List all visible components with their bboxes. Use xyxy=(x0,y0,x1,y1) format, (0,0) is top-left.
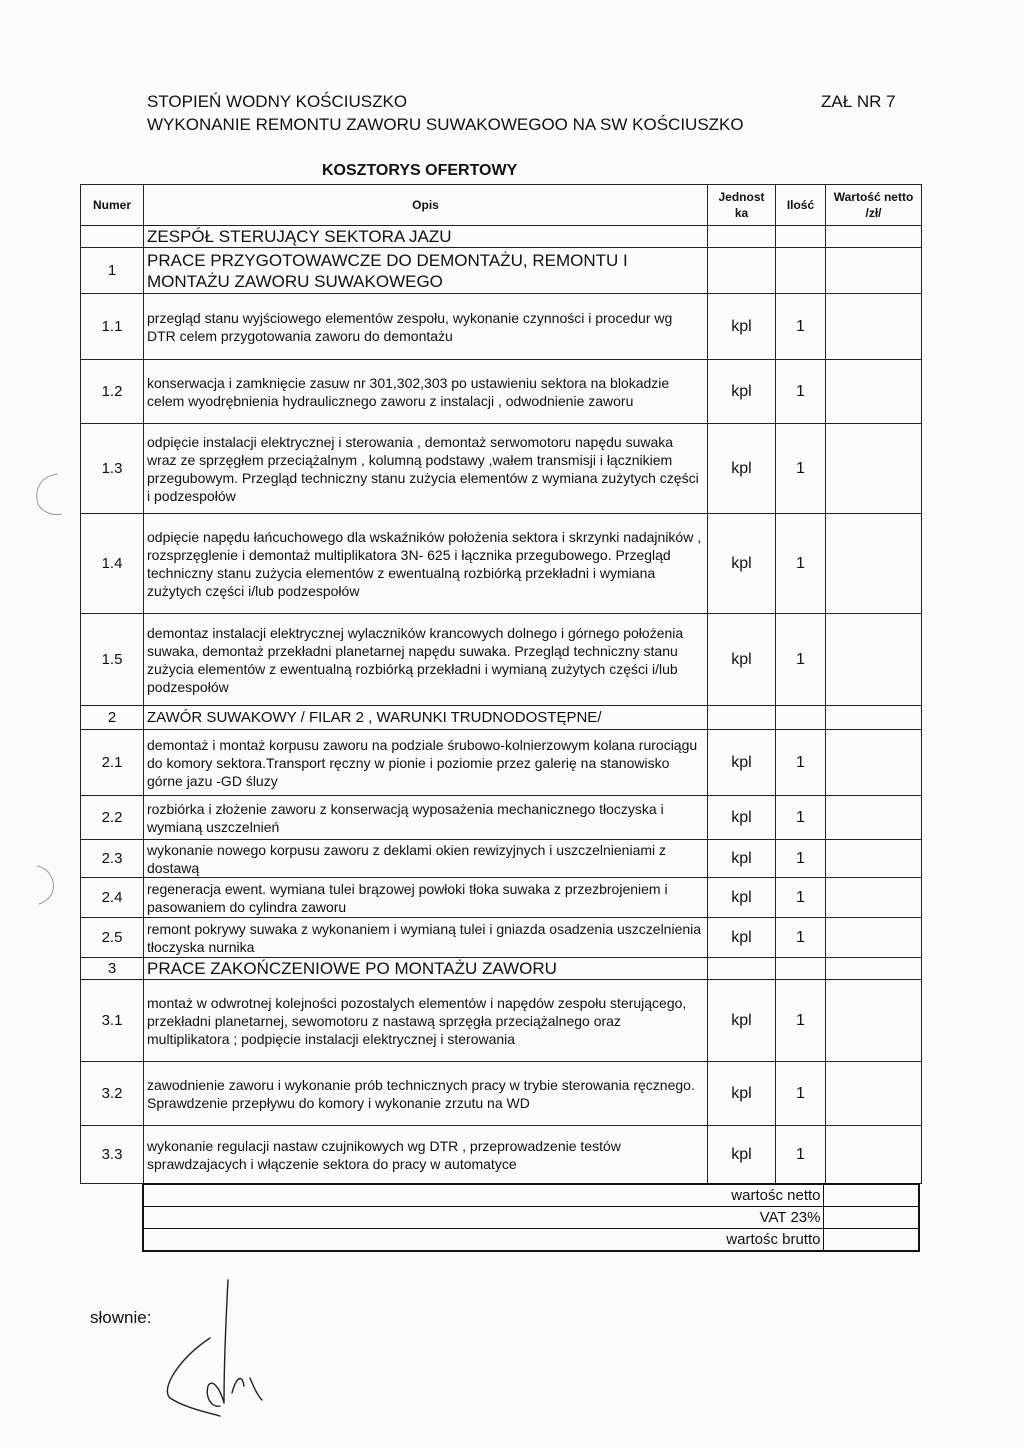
table-row xyxy=(81,514,922,614)
summary-row-gross xyxy=(143,1229,919,1252)
table-row xyxy=(81,980,922,1062)
row-description: PRACE ZAKOŃCZENIOWE PO MONTAŻU ZAWORU xyxy=(144,958,708,980)
row-number: 3.1 xyxy=(81,980,144,1062)
row-number: 1 xyxy=(81,248,144,294)
row-quantity xyxy=(776,226,826,248)
row-quantity: 1 xyxy=(776,294,826,360)
row-description: demontaż i montaż korpusu zaworu na podziale śrubowo-kolnierzowym kolana rurociągu do komory sektora.Transport ręczny w pionie i poziomie przez galerię na stanowisko górne jazu -GD śluzy xyxy=(144,730,708,796)
table-row xyxy=(81,878,922,918)
row-unit: kpl xyxy=(708,1126,776,1184)
row-net-value xyxy=(826,360,922,424)
row-number: 2.5 xyxy=(81,918,144,958)
row-unit: kpl xyxy=(708,514,776,614)
row-number: 2.3 xyxy=(81,840,144,878)
row-number: 2.4 xyxy=(81,878,144,918)
row-unit xyxy=(708,226,776,248)
summary-row-vat xyxy=(143,1207,919,1229)
row-unit: kpl xyxy=(708,840,776,878)
row-unit: kpl xyxy=(708,730,776,796)
row-quantity: 1 xyxy=(776,614,826,706)
summary-net-label: wartośc netto xyxy=(143,1184,823,1207)
row-description: PRACE PRZYGOTOWAWCZE DO DEMONTAŻU, REMONTU I MONTAŻU ZAWORU SUWAKOWEGO xyxy=(144,248,708,294)
document-title: KOSZTORYS OFERTOWY xyxy=(322,162,518,179)
row-unit xyxy=(708,958,776,980)
row-quantity: 1 xyxy=(776,1126,826,1184)
row-net-value xyxy=(826,918,922,958)
row-net-value xyxy=(826,248,922,294)
row-unit: kpl xyxy=(708,294,776,360)
table-row xyxy=(81,730,922,796)
row-quantity xyxy=(776,958,826,980)
row-number: 1.1 xyxy=(81,294,144,360)
summary-net-value xyxy=(823,1184,919,1207)
row-description: przegląd stanu wyjściowego elementów zespołu, wykonanie czynności i procedur wg DTR celem przygotowania zaworu do demontażu xyxy=(144,294,708,360)
row-net-value xyxy=(826,1062,922,1126)
table-row xyxy=(81,1126,922,1184)
row-number: 1.5 xyxy=(81,614,144,706)
row-unit: kpl xyxy=(708,980,776,1062)
row-net-value xyxy=(826,730,922,796)
punch-hole-mark xyxy=(28,470,68,520)
row-net-value xyxy=(826,424,922,514)
row-net-value xyxy=(826,294,922,360)
row-unit: kpl xyxy=(708,878,776,918)
signature-mark xyxy=(150,1278,280,1428)
row-number: 3.2 xyxy=(81,1062,144,1126)
row-quantity: 1 xyxy=(776,980,826,1062)
table-row xyxy=(81,294,922,360)
row-description: odpięcie napędu łańcuchowego dla wskaźników położenia sektora i skrzynki nadajników , rozsprzęglenie i demontaż multiplikatora 3N- 625 i łącznika przegubowego. Przegląd techniczny stanu zużycia elementów z ewentualną rozbiórką przekładni i wymiana zużytych części i/lub podzespołów xyxy=(144,514,708,614)
row-net-value xyxy=(826,226,922,248)
table-row xyxy=(81,958,922,980)
table-row xyxy=(81,424,922,514)
row-number: 1.4 xyxy=(81,514,144,614)
row-description: ZESPÓŁ STERUJĄCY SEKTORA JAZU xyxy=(144,226,708,248)
row-number: 1.3 xyxy=(81,424,144,514)
row-description: konserwacja i zamknięcie zasuw nr 301,302,303 po ustawieniu sektora na blokadzie celem wyodrębnienia hydraulicznego zaworu z instalacji , odwodnienie zaworu xyxy=(144,360,708,424)
row-net-value xyxy=(826,958,922,980)
row-quantity: 1 xyxy=(776,730,826,796)
table-row xyxy=(81,248,922,294)
row-number: 2 xyxy=(81,706,144,730)
row-number xyxy=(81,226,144,248)
table-row xyxy=(81,360,922,424)
row-number: 1.2 xyxy=(81,360,144,424)
row-quantity xyxy=(776,706,826,730)
summary-vat-value xyxy=(823,1207,919,1229)
row-description: odpięcie instalacji elektrycznej i sterowania , demontaż serwomotoru napędu suwaka wraz ze sprzęgłem przeciążalnym , kolumną podstawy ,wałem transmisji i łącznikiem przegubowym. Przegląd techniczny stanu zużycia elementów z wymiana zużytych części i podzespołów xyxy=(144,424,708,514)
row-net-value xyxy=(826,614,922,706)
row-quantity: 1 xyxy=(776,878,826,918)
row-number: 3.3 xyxy=(81,1126,144,1184)
document-header-line1: STOPIEŃ WODNY KOŚCIUSZKO xyxy=(147,92,408,111)
cost-estimate-table xyxy=(80,184,922,1184)
row-quantity: 1 xyxy=(776,918,826,958)
header-unit: Jednost ka xyxy=(708,185,776,226)
row-description: montaż w odwrotnej kolejności pozostalych elementów i napędów zespołu sterującego, przekładni planetarnej, sewomotoru z nastawą sprzęgła przeciążalnego oraz multiplikatora ; podpięcie instalacji elektrycznej i sterowania xyxy=(144,980,708,1062)
amount-in-words-label: słownie: xyxy=(90,1308,152,1327)
row-net-value xyxy=(826,706,922,730)
row-net-value xyxy=(826,1126,922,1184)
row-description: zawodnienie zaworu i wykonanie prób technicznych pracy w trybie sterowania ręcznego. Sprawdzenie przepływu do komory i wykonanie zrzutu na WD xyxy=(144,1062,708,1126)
row-number: 2.2 xyxy=(81,796,144,840)
summary-table xyxy=(142,1183,920,1252)
table-header-row xyxy=(81,185,922,226)
row-description: rozbiórka i złożenie zaworu z konserwacją wyposażenia mechanicznego tłoczyska i wymianą uszczelnień xyxy=(144,796,708,840)
table-row xyxy=(81,706,922,730)
row-description: wykonanie nowego korpusu zaworu z deklami okien rewizyjnych i uszczelnieniami z dostawą xyxy=(144,840,708,878)
row-net-value xyxy=(826,980,922,1062)
row-unit xyxy=(708,248,776,294)
summary-vat-label: VAT 23% xyxy=(143,1207,823,1229)
row-number: 3 xyxy=(81,958,144,980)
row-description: remont pokrywy suwaka z wykonaniem i wymianą tulei i gniazda osadzenia uszczelnienia tłoczyska nurnika xyxy=(144,918,708,958)
row-quantity: 1 xyxy=(776,796,826,840)
row-unit: kpl xyxy=(708,424,776,514)
row-quantity: 1 xyxy=(776,1062,826,1126)
table-row xyxy=(81,918,922,958)
row-quantity: 1 xyxy=(776,360,826,424)
table-row xyxy=(81,226,922,248)
row-quantity: 1 xyxy=(776,514,826,614)
summary-row-net xyxy=(143,1184,919,1207)
table-row xyxy=(81,840,922,878)
row-quantity: 1 xyxy=(776,840,826,878)
row-unit xyxy=(708,706,776,730)
table-row xyxy=(81,614,922,706)
summary-gross-value xyxy=(823,1229,919,1252)
row-net-value xyxy=(826,514,922,614)
document-header-line2: WYKONANIE REMONTU ZAWORU SUWAKOWEGOO NA SW KOŚCIUSZKO xyxy=(147,115,744,134)
summary-gross-label: wartośc brutto xyxy=(143,1229,823,1252)
row-unit: kpl xyxy=(708,918,776,958)
row-net-value xyxy=(826,878,922,918)
header-number: Numer xyxy=(81,185,144,226)
row-quantity xyxy=(776,248,826,294)
header-net-value: Wartość netto /zł/ xyxy=(826,185,922,226)
punch-hole-mark xyxy=(25,860,65,910)
row-unit: kpl xyxy=(708,614,776,706)
row-unit: kpl xyxy=(708,360,776,424)
row-net-value xyxy=(826,796,922,840)
header-description: Opis xyxy=(144,185,708,226)
header-quantity: Ilość xyxy=(776,185,826,226)
row-description: regeneracja ewent. wymiana tulei brązowej powłoki tłoka suwaka z przezbrojeniem i pasowaniem do cylindra zaworu xyxy=(144,878,708,918)
row-unit: kpl xyxy=(708,1062,776,1126)
table-row xyxy=(81,796,922,840)
table-row xyxy=(81,1062,922,1126)
row-quantity: 1 xyxy=(776,424,826,514)
row-description: ZAWÓR SUWAKOWY / FILAR 2 , WARUNKI TRUDNODOSTĘPNE/ xyxy=(144,706,708,730)
row-description: demontaz instalacji elektrycznej wylaczników krancowych dolnego i górnego położenia suwaka, demontaż przekładni planetarnej napędu suwaka. Przegląd techniczny stanu zużycia elementów z ewentualną rozbiórką przekładni i wymianą zużytych części i/lub podzespołów xyxy=(144,614,708,706)
attachment-number: ZAŁ NR 7 xyxy=(821,92,896,111)
row-number: 2.1 xyxy=(81,730,144,796)
row-description: wykonanie regulacji nastaw czujnikowych wg DTR , przeprowadzenie testów sprawdzajacych i włączenie sektora do pracy w automatyce xyxy=(144,1126,708,1184)
row-net-value xyxy=(826,840,922,878)
row-unit: kpl xyxy=(708,796,776,840)
